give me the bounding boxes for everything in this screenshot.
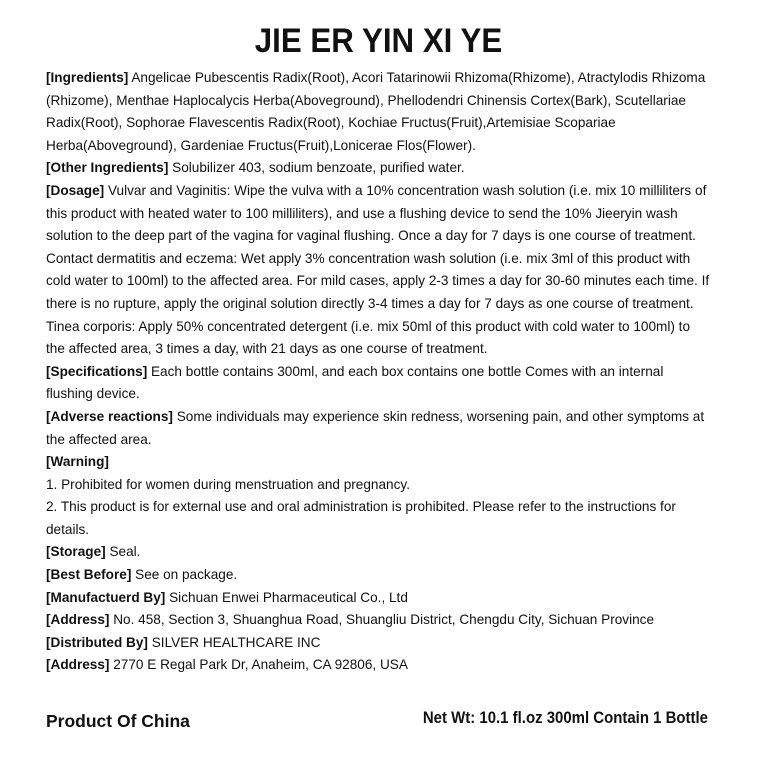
- specifications-text: Each bottle contains 300ml, and each box contains one bottle Comes with an internal flushing device.: [46, 363, 664, 402]
- storage-label: [Storage]: [46, 544, 106, 560]
- dosage-text: Vulvar and Vaginitis: Wipe the vulva with a 10% concentration wash solution (i.e. mix 10 milliliters of this product with heated water to 100 milliliters), and use a flushing device to send the 10% Jieeryin wash solution to the deep part of the vagina for vaginal flushing. Once a day for 7 days is one course of treatment. Contact dermatitis and eczema: Wet apply 3% concentration wash solution (i.e. mix 3ml of this product with cold water to 100ml) to the affected area. For mild cases, apply 2-3 times a day for 30-60 minutes each time. If there is no rupture, apply the original solution directly 3-4 times a day for 7 days as one course of treatment. Tinea corporis: Apply 50% concentrated detergent (i.e. mix 50ml of this product with cold water to 100ml) to the affected area, 3 times a day, with 21 days as one course of treatment.: [46, 182, 710, 357]
- product-title: JIE ER YIN XI YE: [254, 22, 503, 60]
- label-footer: [46, 707, 710, 735]
- address-cn-text: No. 458, Section 3, Shuanghua Road, Shuangliu District, Chengdu City, Sichuan Province: [109, 612, 655, 628]
- other-ingredients-section: [46, 157, 710, 180]
- dosage-label: [Dosage]: [46, 182, 105, 198]
- other-ingredients-label: [Other Ingredients]: [46, 160, 169, 176]
- dosage-section: [46, 180, 710, 361]
- address-cn-section: [46, 609, 710, 632]
- storage-text: Seal.: [105, 544, 141, 560]
- other-ingredients-text: Solubilizer 403, sodium benzoate, purified water.: [168, 160, 465, 176]
- distributor-label: [Distributed By]: [46, 634, 148, 650]
- warning-item-1: 1. Prohibited for women during menstruation and pregnancy.: [46, 476, 410, 492]
- address-us-section: [46, 654, 710, 677]
- warning-item-2: 2. This product is for external use and oral administration is prohibited. Please refer to the instructions for details.: [46, 499, 676, 537]
- country-of-origin: Product Of China: [46, 711, 190, 731]
- address-us-text: 2770 E Regal Park Dr, Anaheim, CA 92806, USA: [109, 657, 408, 673]
- address-cn-label: [Address]: [46, 612, 110, 628]
- storage-section: [46, 541, 710, 564]
- warning-label: [Warning]: [46, 454, 109, 470]
- manufacturer-section: [46, 587, 710, 610]
- distributor-text: SILVER HEALTHCARE INC: [147, 634, 321, 650]
- distributor-section: [46, 632, 710, 655]
- best-before-text: See on package.: [131, 567, 238, 583]
- best-before-label: [Best Before]: [46, 567, 132, 583]
- manufacturer-label: [Manufactuerd By]: [46, 589, 166, 605]
- ingredients-section: [46, 67, 710, 157]
- adverse-reactions-label: [Adverse reactions]: [46, 408, 173, 424]
- net-weight: Net Wt: 10.1 fl.oz 300ml Contain 1 Bottle: [422, 708, 708, 727]
- manufacturer-text: Sichuan Enwei Pharmaceutical Co., Ltd: [165, 589, 408, 605]
- specifications-section: [46, 361, 710, 406]
- best-before-section: [46, 564, 710, 587]
- address-us-label: [Address]: [46, 657, 110, 673]
- ingredients-label: [Ingredients]: [46, 70, 129, 85]
- adverse-reactions-section: [46, 406, 710, 451]
- warning-section: [46, 451, 710, 474]
- specifications-label: [Specifications]: [46, 363, 148, 379]
- ingredients-text: Angelicae Pubescentis Radix(Root), Acori Tatarinowii Rhizoma(Rhizome), Atractylodis Rhizoma (Rhizome), Menthae Haplocalycis Herba(Aboveground), Phellodendri Chinensis Cortex(Bark), Scutellariae Radix(Root), Sophorae Flavescentis Radix(Root), Kochiae Fructus(Fruit),Artemisiae Scopariae Herba(Aboveground), Gardeniae Fructus(Fruit),Lonicerae Flos(Flower).: [46, 70, 706, 153]
- adverse-reactions-text: Some individuals may experience skin redness, worsening pain, and other symptoms at the affected area.: [46, 408, 705, 447]
- label-body: [46, 67, 710, 677]
